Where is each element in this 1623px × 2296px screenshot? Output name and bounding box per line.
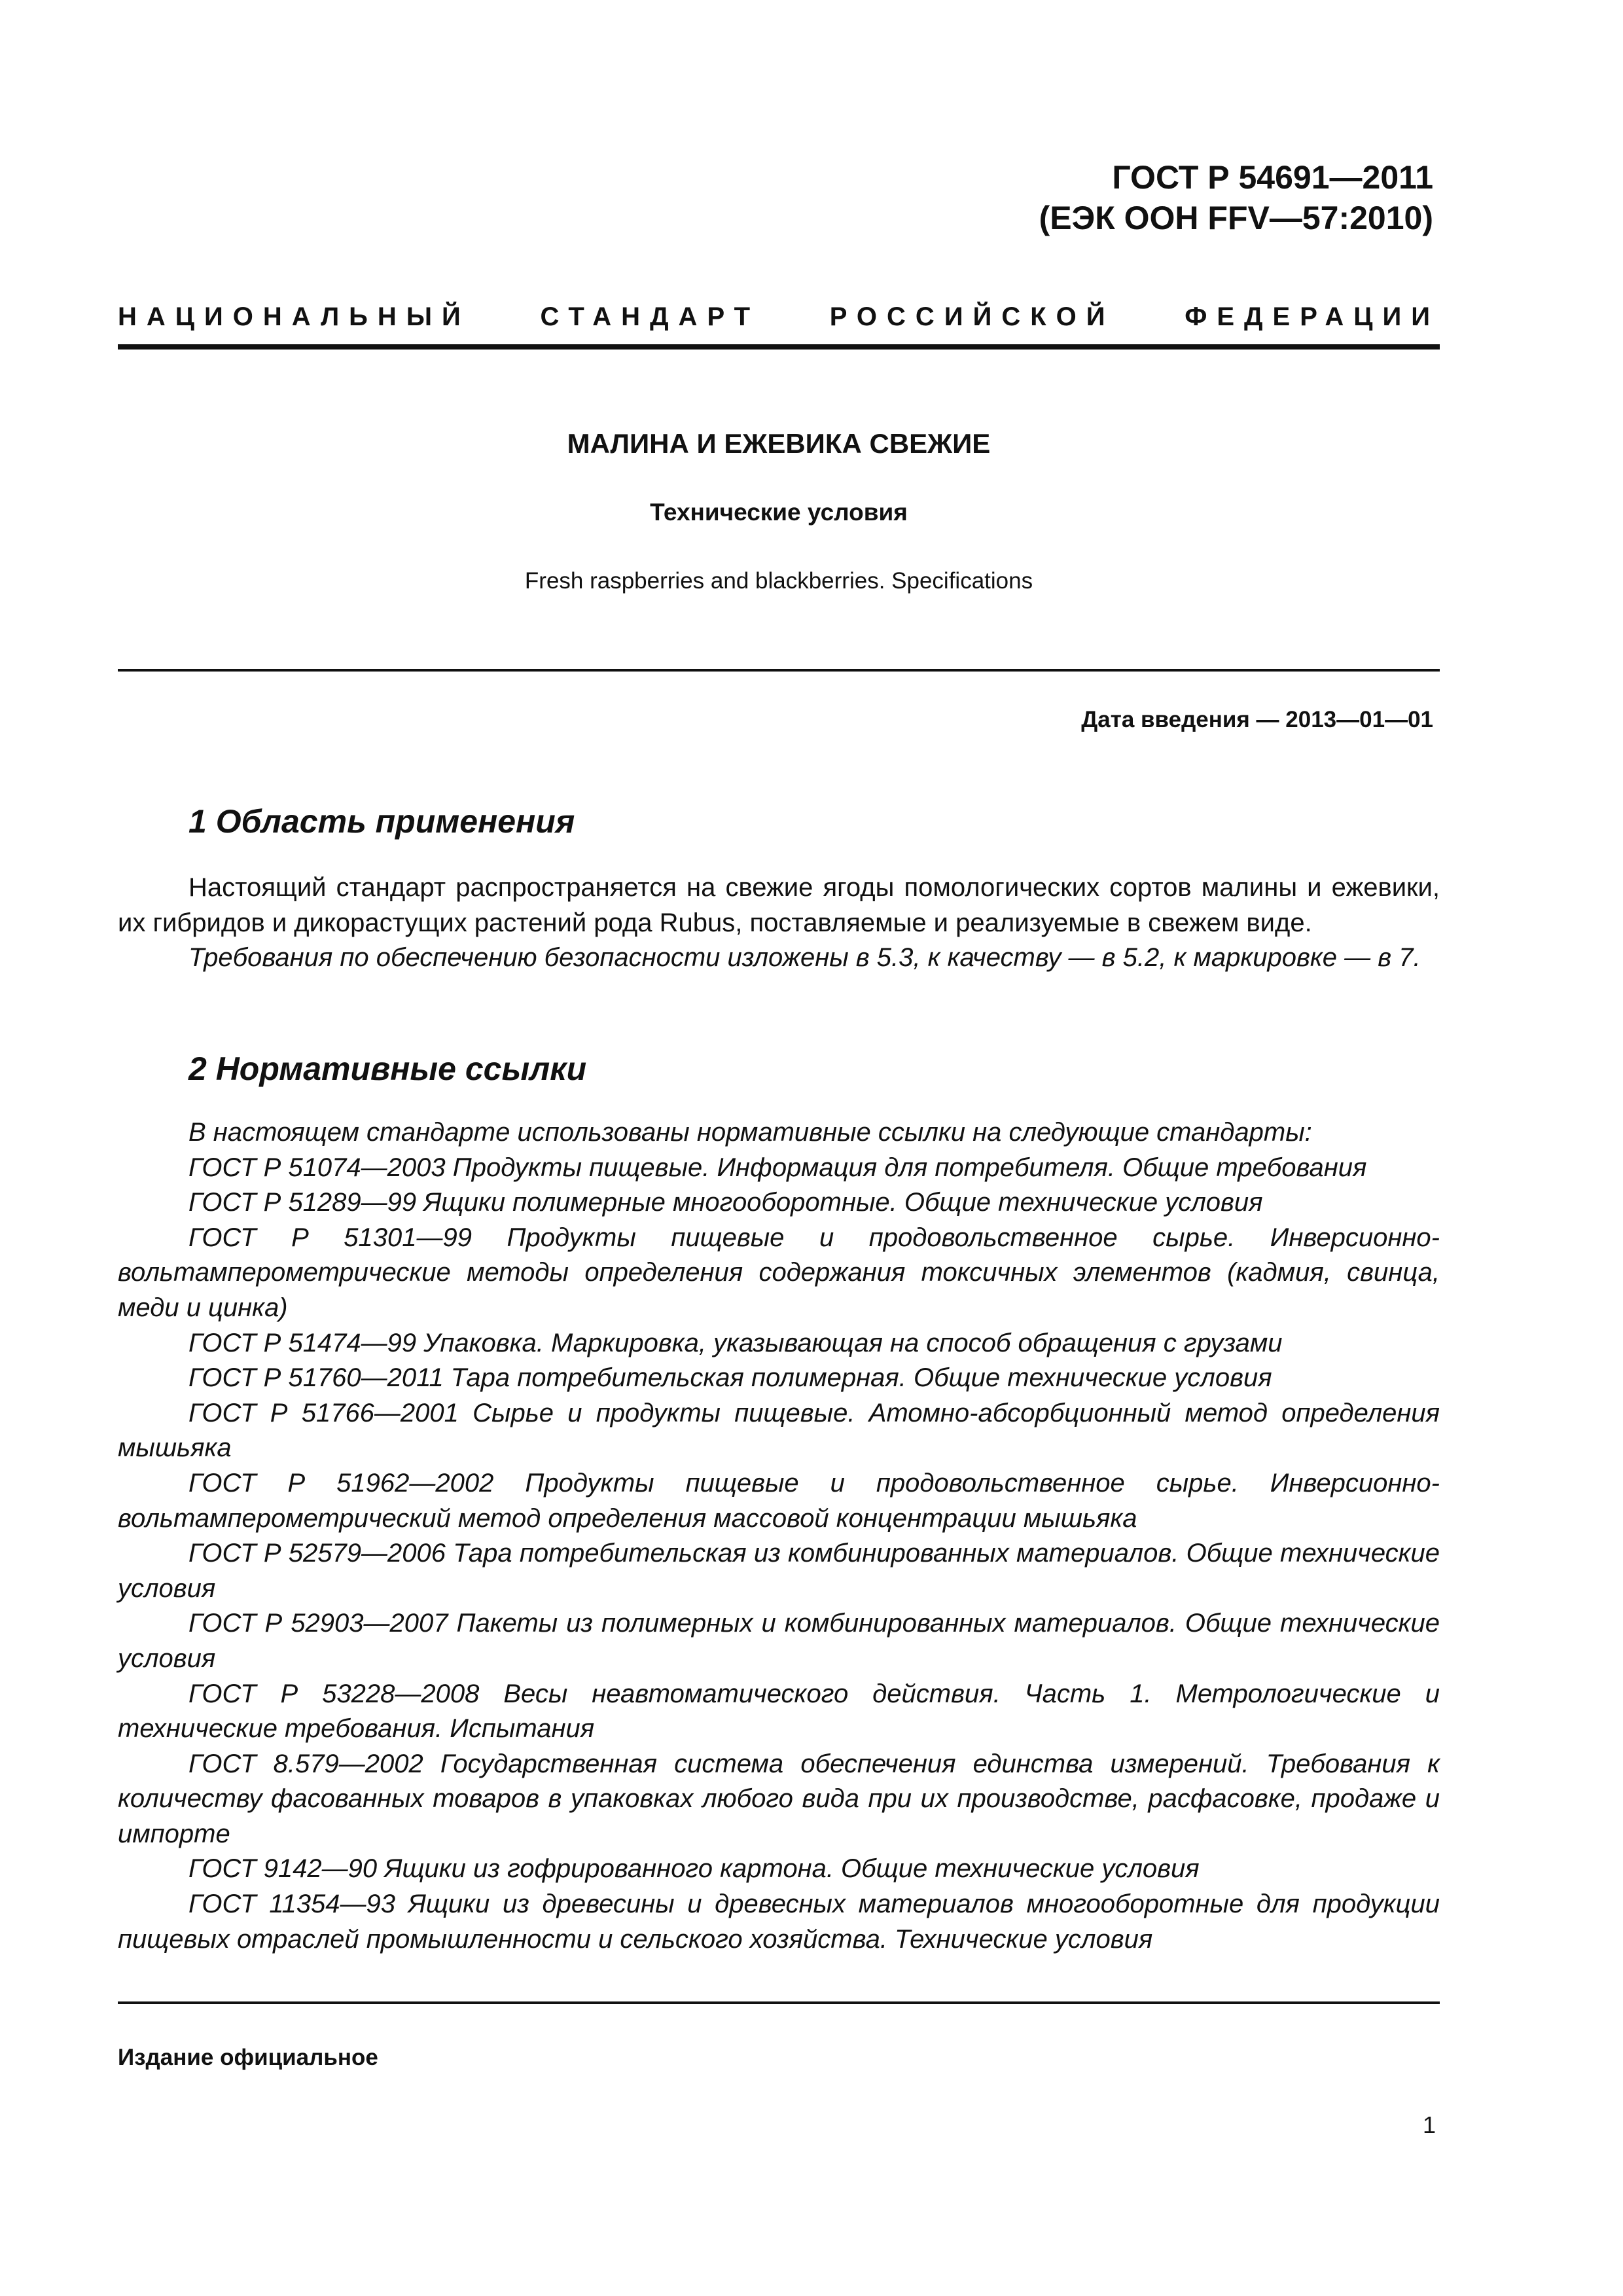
paragraph: Требования по обеспечению безопасности изложены в 5.3, к качеству — в 5.2, к маркировке — в 7. (188, 943, 1421, 973)
gost-code-block (1039, 157, 1433, 238)
page-number: 1 (1422, 2111, 1436, 2138)
document-subtitle: Технические условия (650, 499, 908, 526)
section-references-body (118, 1115, 1440, 1957)
banner-word: РОССИЙСКОЙ (829, 302, 1115, 331)
gost-number: ГОСТ Р 54691—2011 (1112, 159, 1433, 196)
reference-item: ГОСТ 8.579—2002 Государственная система обеспечения единства измерений. Требования к количеству фасованных товаров в упаковках любого вида при их производстве, расфасовке, продаже и импорте (118, 1749, 1440, 1848)
reference-item: ГОСТ Р 51301—99 Продукты пищевые и продовольственное сырье. Инверсионно-вольтамперометрические методы определения содержания токсичных элементов (кадмия, свинца, меди и цинка) (118, 1223, 1440, 1322)
reference-item: ГОСТ Р 52579—2006 Тара потребительская из комбинированных материалов. Общие технические условия (118, 1539, 1440, 1603)
national-standard-banner (118, 302, 1440, 332)
reference-item: ГОСТ 9142—90 Ящики из гофрированного картона. Общие технические условия (188, 1854, 1200, 1884)
section-scope-body (118, 870, 1440, 976)
section-heading-scope: 1 Область применения (188, 803, 575, 840)
banner-word: НАЦИОНАЛЬНЫЙ (118, 302, 471, 331)
banner-word: ФЕДЕРАЦИИ (1185, 302, 1440, 331)
gost-equivalent: (ЕЭК ООН FFV—57:2010) (1039, 200, 1433, 236)
document-title: МАЛИНА И ЕЖЕВИКА СВЕЖИЕ (567, 428, 991, 459)
banner-word: СТАНДАРТ (540, 302, 760, 331)
section-heading-references: 2 Нормативные ссылки (188, 1050, 587, 1087)
header-divider (118, 344, 1440, 350)
reference-intro: В настоящем стандарте использованы нормативные ссылки на следующие стандарты: (188, 1118, 1312, 1147)
title-divider (118, 669, 1440, 672)
document-title-english: Fresh raspberries and blackberries. Specifications (524, 568, 1033, 594)
reference-item: ГОСТ Р 51074—2003 Продукты пищевые. Информация для потребителя. Общие требования (188, 1153, 1367, 1182)
reference-item: ГОСТ Р 51289—99 Ящики полимерные многооборотные. Общие технические условия (188, 1188, 1263, 1217)
footer-divider (118, 2001, 1440, 2004)
introduction-date: Дата введения — 2013—01—01 (1081, 707, 1433, 732)
reference-item: ГОСТ 11354—93 Ящики из древесины и древесных материалов многооборотные для продукции пищевых отраслей промышленности и сельского хозяйства. Технические условия (118, 1890, 1440, 1954)
reference-item: ГОСТ Р 52903—2007 Пакеты из полимерных и комбинированных материалов. Общие технические условия (118, 1609, 1440, 1673)
paragraph: Настоящий стандарт распространяется на свежие ягоды помологических сортов малины и ежевики, их гибридов и дикорастущих растений рода Rubus, поставляемые и реализуемые в свежем виде. (118, 873, 1440, 937)
reference-item: ГОСТ Р 53228—2008 Весы неавтоматического действия. Часть 1. Метрологические и технические требования. Испытания (118, 1679, 1440, 1744)
reference-item: ГОСТ Р 51474—99 Упаковка. Маркировка, указывающая на способ обращения с грузами (188, 1328, 1283, 1357)
reference-item: ГОСТ Р 51766—2001 Сырье и продукты пищевые. Атомно-абсорбционный метод определения мышьяка (118, 1398, 1440, 1463)
official-edition-label: Издание официальное (118, 2045, 378, 2070)
reference-item: ГОСТ Р 51962—2002 Продукты пищевые и продовольственное сырье. Инверсионно-вольтамперометрический метод определения массовой концентрации мышьяка (118, 1468, 1440, 1533)
reference-item: ГОСТ Р 51760—2011 Тара потребительская полимерная. Общие технические условия (188, 1363, 1272, 1393)
